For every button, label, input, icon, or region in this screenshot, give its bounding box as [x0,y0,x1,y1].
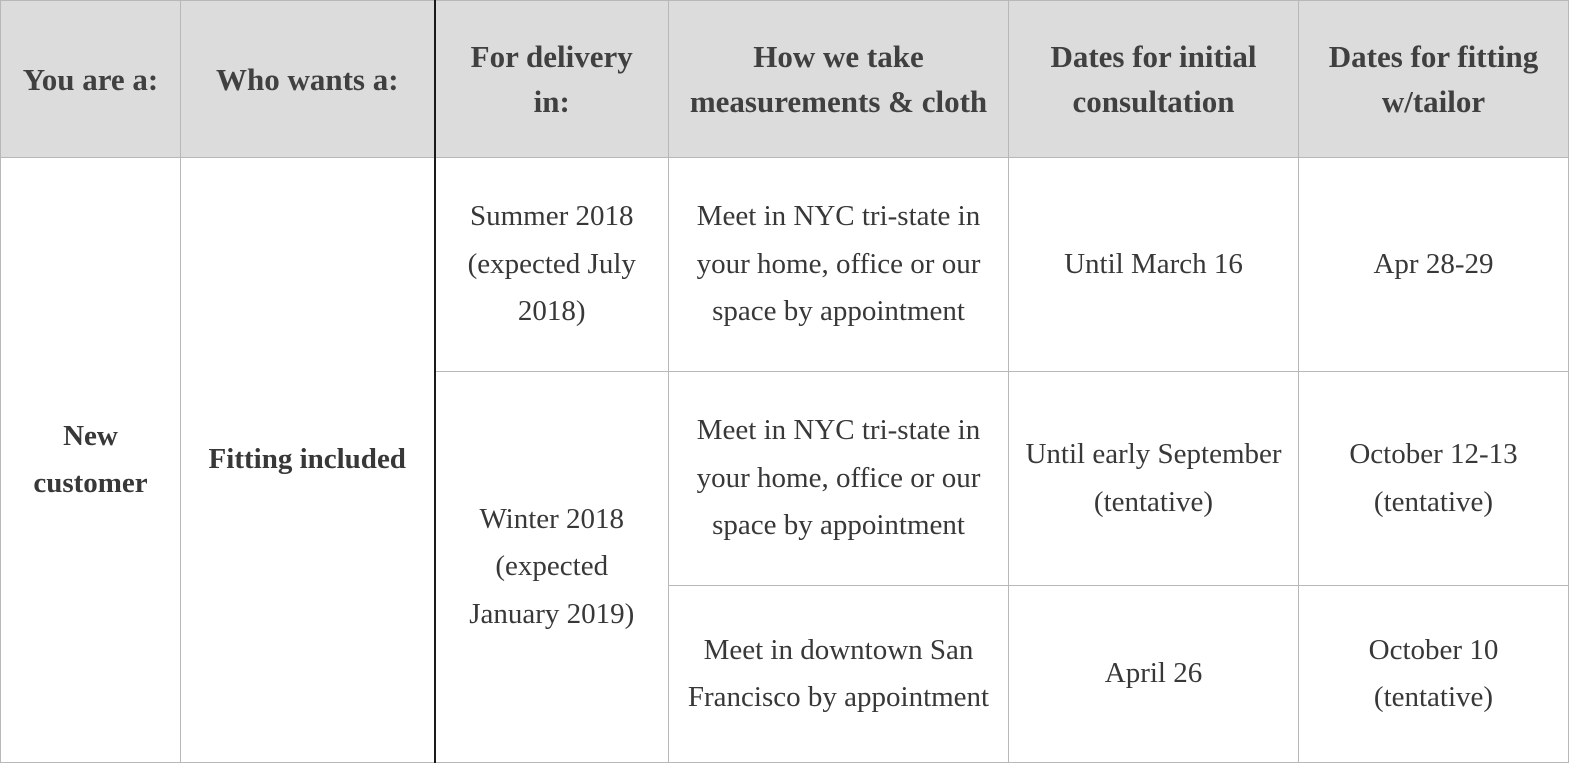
table-row [1,158,1569,372]
fitting-cell: Apr 28-29 [1299,158,1569,372]
header-consultation-dates: Dates for initial consultation [1009,1,1299,158]
customer-type-cell [1,158,181,763]
consultation-cell: April 26 [1009,586,1299,763]
measurements-cell: Meet in NYC tri-state in your home, office or our space by appointment [669,158,1009,372]
measurements-cell: Meet in downtown San Francisco by appointment [669,586,1009,763]
consultation-cell: Until March 16 [1009,158,1299,372]
header-you-are: You are a: [1,1,181,158]
fitting-cell: October 12-13 (tentative) [1299,372,1569,586]
header-who-wants: Who wants a: [181,1,435,158]
customer-type-label: New customer [33,419,148,499]
service-cell [181,158,435,763]
measurements-cell: Meet in NYC tri-state in your home, office or our space by appointment [669,372,1009,586]
header-measurements: How we take measurements & cloth [669,1,1009,158]
delivery-cell: Summer 2018 (expected July 2018) [435,158,669,372]
service-label: Fitting included [208,443,406,476]
header-delivery: For delivery in: [435,1,669,158]
header-row [1,1,1569,158]
fitting-cell: October 10 (tentative) [1299,586,1569,763]
delivery-cell: Winter 2018 (expected January 2019) [435,372,669,763]
consultation-cell: Until early September (tentative) [1009,372,1299,586]
header-fitting-dates: Dates for fitting w/tailor [1299,1,1569,158]
